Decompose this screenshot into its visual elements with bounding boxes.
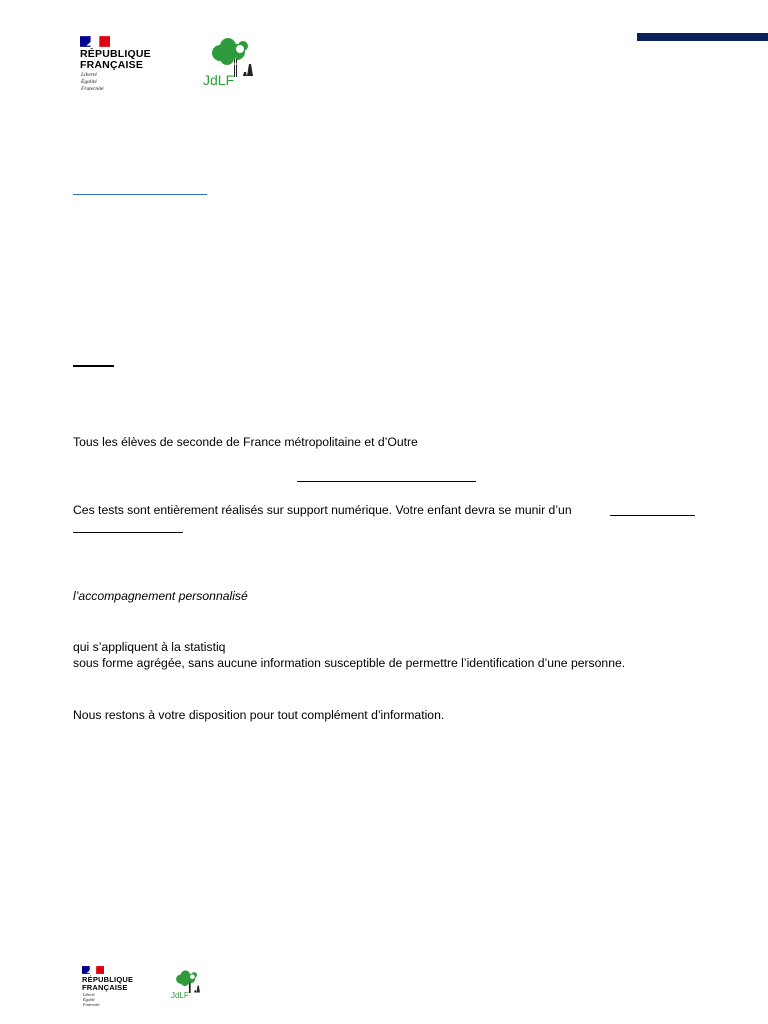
footer-republic-motto-2: Égalité — [83, 997, 95, 1002]
link-underline — [73, 194, 207, 195]
partner-logo-text: JdLF — [203, 72, 235, 88]
blank-line-3 — [73, 532, 183, 533]
republic-motto-2: Égalité — [81, 79, 97, 85]
paragraph-3: l’accompagnement personnalisé — [73, 589, 248, 603]
blank-line-1 — [297, 481, 476, 482]
footer-republic-name-line2: FRANÇAISE — [82, 983, 128, 992]
blank-line-2 — [610, 515, 695, 516]
republic-name-line2: FRANÇAISE — [80, 59, 144, 71]
footer-partner-logo-text: JdLF — [171, 991, 189, 1000]
paragraph-2: Ces tests sont entièrement réalisés sur support numérique. Votre enfant devra se munir d’un — [73, 503, 572, 517]
footer-partner-tree-logo — [168, 968, 204, 1004]
republic-motto-3: Fraternité — [81, 86, 104, 92]
republic-motto-1: Liberté — [81, 72, 97, 78]
footer-republic-name-line1: RÉPUBLIQUE — [82, 975, 134, 984]
footer-republique-francaise-logo — [82, 966, 152, 1010]
paragraph-1: Tous les élèves de seconde de France métropolitaine et d’Outre — [73, 435, 418, 449]
paragraph-4-line-2: sous forme agrégée, sans aucune information susceptible de permettre l’identification d’une personne. — [73, 656, 626, 670]
header-accent-bar — [637, 33, 768, 41]
partner-tree-logo — [198, 34, 260, 94]
footer-republic-motto-1: Liberté — [83, 992, 95, 997]
short-rule — [73, 365, 114, 367]
republique-francaise-logo — [80, 36, 160, 96]
marianne-flag-icon — [80, 36, 110, 47]
paragraph-4-line-1: qui s’appliquent à la statistiq — [73, 640, 226, 654]
paragraph-5: Nous restons à votre disposition pour tout complément d’information. — [73, 708, 445, 722]
republic-name-line1: RÉPUBLIQUE — [80, 48, 151, 60]
footer-republic-motto-3: Fraternité — [83, 1002, 100, 1007]
footer-marianne-flag-icon — [82, 966, 104, 974]
